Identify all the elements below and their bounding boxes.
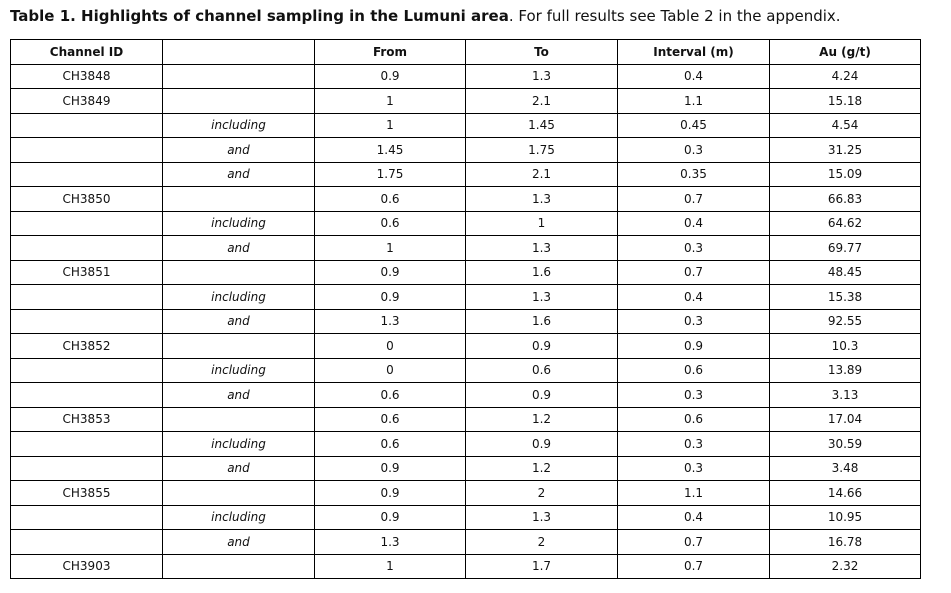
cell-qualifier: and xyxy=(163,138,315,163)
cell-qualifier xyxy=(163,89,315,114)
table-row xyxy=(11,64,921,89)
cell-qualifier: and xyxy=(163,530,315,555)
cell-to: 0.9 xyxy=(466,383,618,408)
table-row xyxy=(11,334,921,359)
channel-sampling-table xyxy=(10,39,921,579)
cell-au-grade: 31.25 xyxy=(770,138,921,163)
cell-interval: 0.35 xyxy=(618,162,770,187)
cell-interval: 0.4 xyxy=(618,285,770,310)
cell-interval: 0.9 xyxy=(618,334,770,359)
cell-channel-id xyxy=(11,530,163,555)
table-row xyxy=(11,358,921,383)
cell-channel-id xyxy=(11,309,163,334)
cell-to: 2.1 xyxy=(466,89,618,114)
cell-qualifier xyxy=(163,187,315,212)
cell-to: 1.6 xyxy=(466,309,618,334)
cell-qualifier: including xyxy=(163,432,315,457)
table-caption-note: . For full results see Table 2 in the appendix. xyxy=(508,7,841,25)
cell-au-grade: 15.18 xyxy=(770,89,921,114)
cell-channel-id xyxy=(11,383,163,408)
cell-channel-id: CH3849 xyxy=(11,89,163,114)
cell-channel-id: CH3852 xyxy=(11,334,163,359)
cell-interval: 0.7 xyxy=(618,187,770,212)
cell-qualifier: including xyxy=(163,358,315,383)
table-header-row xyxy=(11,40,921,65)
cell-qualifier: and xyxy=(163,309,315,334)
header-interval: Interval (m) xyxy=(618,40,770,65)
header-from: From xyxy=(315,40,466,65)
table-row xyxy=(11,187,921,212)
cell-channel-id xyxy=(11,456,163,481)
cell-to: 0.6 xyxy=(466,358,618,383)
table-row xyxy=(11,236,921,261)
cell-channel-id xyxy=(11,138,163,163)
cell-qualifier: and xyxy=(163,456,315,481)
cell-to: 1.6 xyxy=(466,260,618,285)
cell-from: 0 xyxy=(315,358,466,383)
cell-from: 1.3 xyxy=(315,309,466,334)
cell-channel-id: CH3855 xyxy=(11,481,163,506)
cell-au-grade: 16.78 xyxy=(770,530,921,555)
cell-qualifier: including xyxy=(163,211,315,236)
cell-interval: 1.1 xyxy=(618,89,770,114)
cell-to: 1.45 xyxy=(466,113,618,138)
cell-interval: 1.1 xyxy=(618,481,770,506)
table-row xyxy=(11,211,921,236)
table-row xyxy=(11,407,921,432)
table-row xyxy=(11,530,921,555)
table-row xyxy=(11,138,921,163)
table-row xyxy=(11,162,921,187)
cell-from: 0.9 xyxy=(315,285,466,310)
cell-from: 1 xyxy=(315,113,466,138)
table-row xyxy=(11,309,921,334)
cell-interval: 0.45 xyxy=(618,113,770,138)
table-row xyxy=(11,432,921,457)
table-row xyxy=(11,383,921,408)
cell-qualifier: including xyxy=(163,113,315,138)
table-title: Table 1. Highlights of channel sampling in the Lumuni area xyxy=(10,7,509,25)
cell-from: 0.9 xyxy=(315,64,466,89)
cell-channel-id: CH3851 xyxy=(11,260,163,285)
table-body xyxy=(11,64,921,579)
cell-from: 1 xyxy=(315,554,466,579)
cell-from: 1 xyxy=(315,89,466,114)
cell-interval: 0.4 xyxy=(618,64,770,89)
table-row xyxy=(11,505,921,530)
cell-from: 1.3 xyxy=(315,530,466,555)
cell-qualifier: and xyxy=(163,162,315,187)
cell-au-grade: 64.62 xyxy=(770,211,921,236)
cell-channel-id xyxy=(11,211,163,236)
cell-channel-id: CH3850 xyxy=(11,187,163,212)
header-au-grade: Au (g/t) xyxy=(770,40,921,65)
cell-from: 1 xyxy=(315,236,466,261)
table-row xyxy=(11,89,921,114)
cell-from: 0.6 xyxy=(315,187,466,212)
cell-to: 1.3 xyxy=(466,285,618,310)
cell-qualifier xyxy=(163,260,315,285)
cell-interval: 0.3 xyxy=(618,456,770,481)
cell-to: 1.3 xyxy=(466,64,618,89)
cell-channel-id xyxy=(11,358,163,383)
cell-qualifier xyxy=(163,334,315,359)
cell-au-grade: 3.13 xyxy=(770,383,921,408)
table-row xyxy=(11,260,921,285)
cell-from: 0 xyxy=(315,334,466,359)
cell-au-grade: 10.3 xyxy=(770,334,921,359)
cell-interval: 0.3 xyxy=(618,432,770,457)
cell-channel-id xyxy=(11,505,163,530)
cell-qualifier: and xyxy=(163,236,315,261)
cell-interval: 0.4 xyxy=(618,505,770,530)
cell-to: 2 xyxy=(466,530,618,555)
cell-to: 1.7 xyxy=(466,554,618,579)
cell-interval: 0.3 xyxy=(618,138,770,163)
cell-channel-id xyxy=(11,162,163,187)
cell-to: 1.75 xyxy=(466,138,618,163)
cell-to: 1.3 xyxy=(466,187,618,212)
cell-to: 2 xyxy=(466,481,618,506)
cell-channel-id xyxy=(11,236,163,261)
cell-au-grade: 17.04 xyxy=(770,407,921,432)
cell-qualifier xyxy=(163,407,315,432)
cell-from: 0.9 xyxy=(315,481,466,506)
cell-au-grade: 30.59 xyxy=(770,432,921,457)
cell-au-grade: 66.83 xyxy=(770,187,921,212)
cell-qualifier xyxy=(163,64,315,89)
cell-from: 0.6 xyxy=(315,383,466,408)
cell-to: 2.1 xyxy=(466,162,618,187)
cell-interval: 0.7 xyxy=(618,554,770,579)
cell-interval: 0.3 xyxy=(618,383,770,408)
cell-qualifier: including xyxy=(163,285,315,310)
cell-channel-id: CH3853 xyxy=(11,407,163,432)
cell-au-grade: 48.45 xyxy=(770,260,921,285)
cell-interval: 0.3 xyxy=(618,309,770,334)
cell-qualifier: and xyxy=(163,383,315,408)
cell-au-grade: 10.95 xyxy=(770,505,921,530)
cell-interval: 0.4 xyxy=(618,211,770,236)
cell-au-grade: 14.66 xyxy=(770,481,921,506)
cell-from: 0.9 xyxy=(315,505,466,530)
cell-interval: 0.3 xyxy=(618,236,770,261)
table-row xyxy=(11,554,921,579)
cell-au-grade: 4.24 xyxy=(770,64,921,89)
cell-from: 1.45 xyxy=(315,138,466,163)
cell-au-grade: 2.32 xyxy=(770,554,921,579)
cell-channel-id xyxy=(11,285,163,310)
cell-qualifier xyxy=(163,554,315,579)
cell-interval: 0.7 xyxy=(618,260,770,285)
cell-au-grade: 15.09 xyxy=(770,162,921,187)
cell-to: 1 xyxy=(466,211,618,236)
cell-channel-id: CH3848 xyxy=(11,64,163,89)
cell-channel-id xyxy=(11,432,163,457)
cell-from: 0.9 xyxy=(315,260,466,285)
cell-to: 1.3 xyxy=(466,236,618,261)
header-qualifier xyxy=(163,40,315,65)
cell-channel-id: CH3903 xyxy=(11,554,163,579)
cell-interval: 0.6 xyxy=(618,358,770,383)
table-row xyxy=(11,285,921,310)
cell-to: 1.3 xyxy=(466,505,618,530)
cell-qualifier: including xyxy=(163,505,315,530)
cell-to: 0.9 xyxy=(466,432,618,457)
table-row xyxy=(11,481,921,506)
cell-au-grade: 69.77 xyxy=(770,236,921,261)
cell-from: 0.6 xyxy=(315,432,466,457)
cell-au-grade: 4.54 xyxy=(770,113,921,138)
cell-au-grade: 15.38 xyxy=(770,285,921,310)
table-caption xyxy=(10,6,841,26)
cell-interval: 0.6 xyxy=(618,407,770,432)
cell-channel-id xyxy=(11,113,163,138)
cell-au-grade: 13.89 xyxy=(770,358,921,383)
cell-from: 0.6 xyxy=(315,407,466,432)
cell-from: 0.9 xyxy=(315,456,466,481)
table-row xyxy=(11,456,921,481)
cell-to: 1.2 xyxy=(466,456,618,481)
cell-au-grade: 3.48 xyxy=(770,456,921,481)
cell-to: 1.2 xyxy=(466,407,618,432)
header-to: To xyxy=(466,40,618,65)
cell-au-grade: 92.55 xyxy=(770,309,921,334)
cell-interval: 0.7 xyxy=(618,530,770,555)
cell-qualifier xyxy=(163,481,315,506)
header-channel-id: Channel ID xyxy=(11,40,163,65)
table-row xyxy=(11,113,921,138)
cell-from: 0.6 xyxy=(315,211,466,236)
cell-to: 0.9 xyxy=(466,334,618,359)
cell-from: 1.75 xyxy=(315,162,466,187)
